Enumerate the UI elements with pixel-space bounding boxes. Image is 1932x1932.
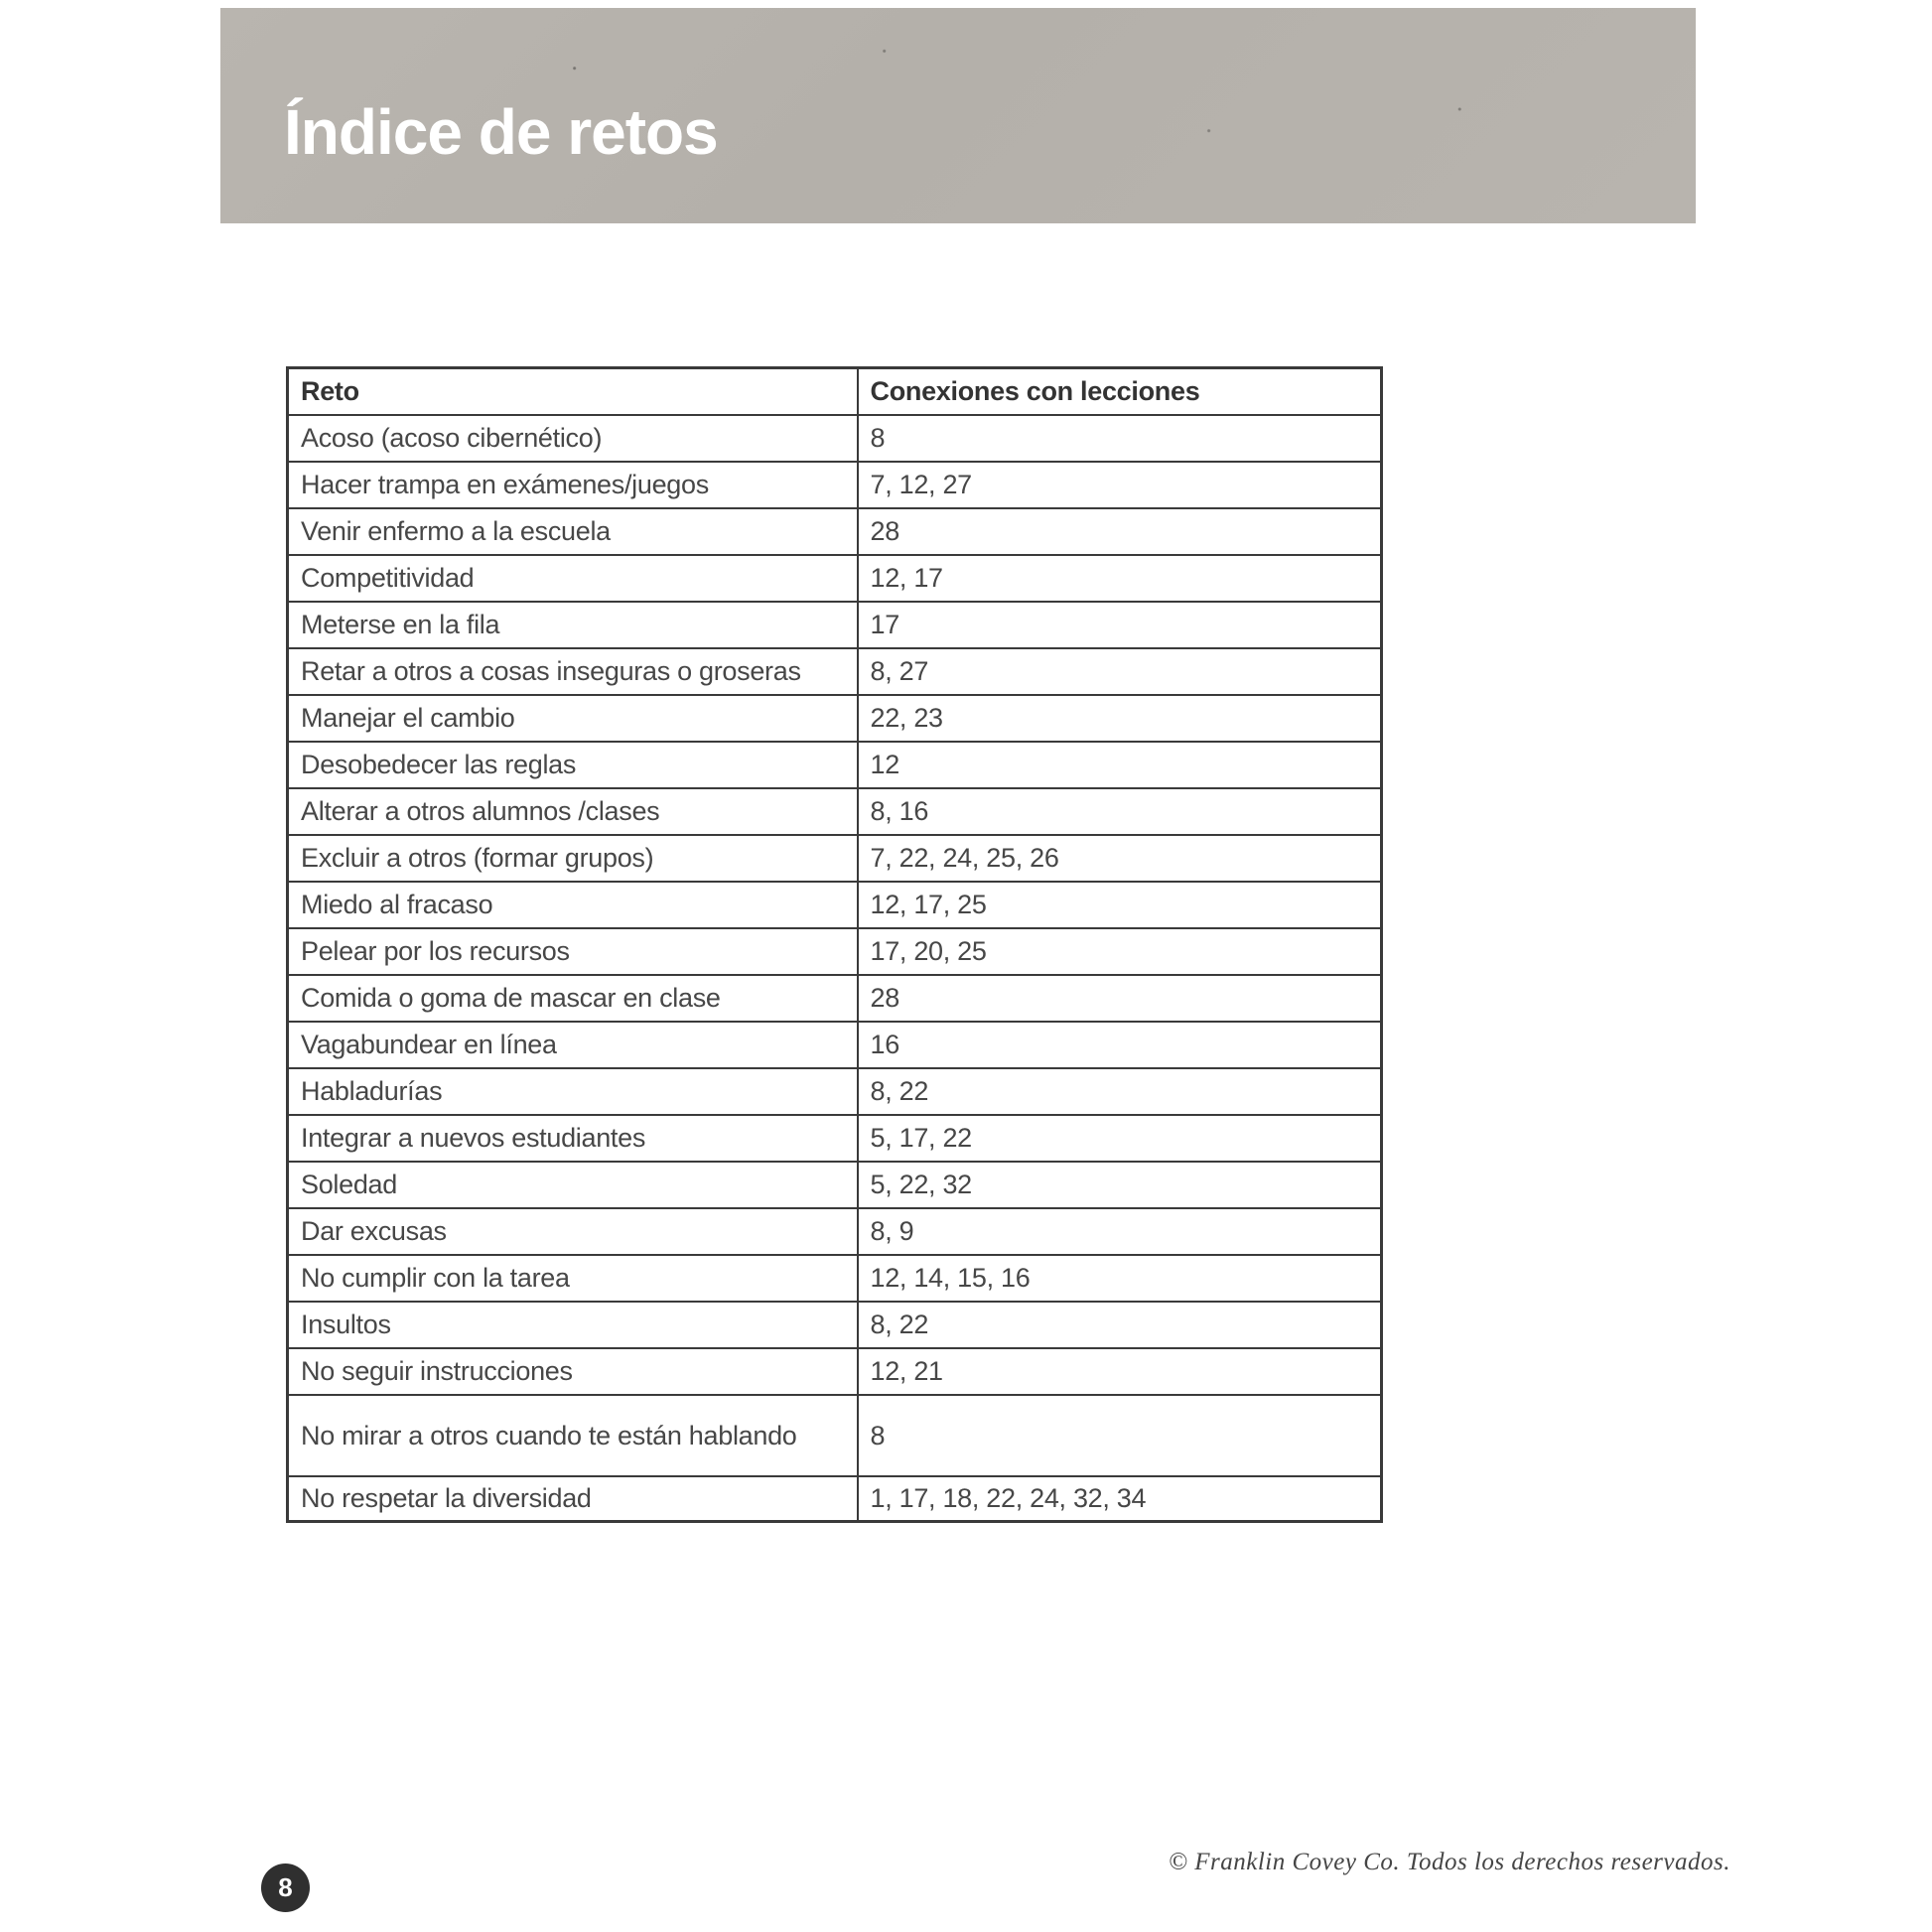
page-number: 8 [278,1872,293,1902]
copyright-notice: © Franklin Covey Co. Todos los derechos reservados. [1169,1849,1730,1875]
table-row [288,462,1382,508]
reto-cell: Excluir a otros (formar grupos) [288,835,858,882]
page-number-badge [261,1863,310,1912]
page-title: Índice de retos [284,96,718,168]
challenges-table-container [286,366,1380,1523]
table-row [288,1348,1382,1395]
reto-cell: Pelear por los recursos [288,928,858,975]
lecciones-cell: 8, 22 [858,1068,1382,1115]
table-row [288,1162,1382,1208]
lecciones-cell: 8, 22 [858,1302,1382,1348]
reto-cell: No seguir instrucciones [288,1348,858,1395]
reto-cell: Miedo al fracaso [288,882,858,928]
reto-cell: Insultos [288,1302,858,1348]
lecciones-cell: 16 [858,1022,1382,1068]
lecciones-cell: 17, 20, 25 [858,928,1382,975]
lecciones-cell: 12, 21 [858,1348,1382,1395]
reto-cell: Acoso (acoso cibernético) [288,415,858,462]
table-row [288,648,1382,695]
table-row [288,1302,1382,1348]
reto-cell: No respetar la diversidad [288,1476,858,1522]
challenges-table [286,366,1383,1523]
lecciones-cell: 12, 14, 15, 16 [858,1255,1382,1302]
table-body [288,415,1382,1522]
lecciones-cell: 28 [858,975,1382,1022]
reto-cell: Alterar a otros alumnos /clases [288,788,858,835]
column-header-reto: Reto [288,368,858,416]
lecciones-cell: 8 [858,1395,1382,1476]
table-row [288,788,1382,835]
table-row [288,1395,1382,1476]
reto-cell: Comida o goma de mascar en clase [288,975,858,1022]
table-row [288,1255,1382,1302]
table-row [288,1022,1382,1068]
reto-cell: Competitividad [288,555,858,602]
table-row [288,695,1382,742]
lecciones-cell: 7, 12, 27 [858,462,1382,508]
page-header-banner [220,8,1696,223]
lecciones-cell: 8, 16 [858,788,1382,835]
lecciones-cell: 22, 23 [858,695,1382,742]
table-row [288,1115,1382,1162]
lecciones-cell: 17 [858,602,1382,648]
lecciones-cell: 12, 17, 25 [858,882,1382,928]
reto-cell: Manejar el cambio [288,695,858,742]
table-row [288,555,1382,602]
table-row [288,508,1382,555]
reto-cell: Soledad [288,1162,858,1208]
lecciones-cell: 12 [858,742,1382,788]
table-row [288,602,1382,648]
lecciones-cell: 5, 17, 22 [858,1115,1382,1162]
lecciones-cell: 12, 17 [858,555,1382,602]
table-header-row [288,368,1382,416]
reto-cell: Dar excusas [288,1208,858,1255]
reto-cell: No cumplir con la tarea [288,1255,858,1302]
reto-cell: No mirar a otros cuando te están hablando [288,1395,858,1476]
lecciones-cell: 28 [858,508,1382,555]
lecciones-cell: 5, 22, 32 [858,1162,1382,1208]
lecciones-cell: 7, 22, 24, 25, 26 [858,835,1382,882]
reto-cell: Venir enfermo a la escuela [288,508,858,555]
lecciones-cell: 8, 27 [858,648,1382,695]
table-row [288,1476,1382,1522]
table-row [288,415,1382,462]
table-row [288,975,1382,1022]
reto-cell: Integrar a nuevos estudiantes [288,1115,858,1162]
reto-cell: Desobedecer las reglas [288,742,858,788]
table-row [288,928,1382,975]
reto-cell: Habladurías [288,1068,858,1115]
reto-cell: Retar a otros a cosas inseguras o groseras [288,648,858,695]
table-row [288,1208,1382,1255]
reto-cell: Vagabundear en línea [288,1022,858,1068]
table-row [288,742,1382,788]
table-row [288,882,1382,928]
table-row [288,1068,1382,1115]
table-row [288,835,1382,882]
reto-cell: Hacer trampa en exámenes/juegos [288,462,858,508]
reto-cell: Meterse en la fila [288,602,858,648]
lecciones-cell: 1, 17, 18, 22, 24, 32, 34 [858,1476,1382,1522]
lecciones-cell: 8 [858,415,1382,462]
column-header-conexiones: Conexiones con lecciones [858,368,1382,416]
lecciones-cell: 8, 9 [858,1208,1382,1255]
